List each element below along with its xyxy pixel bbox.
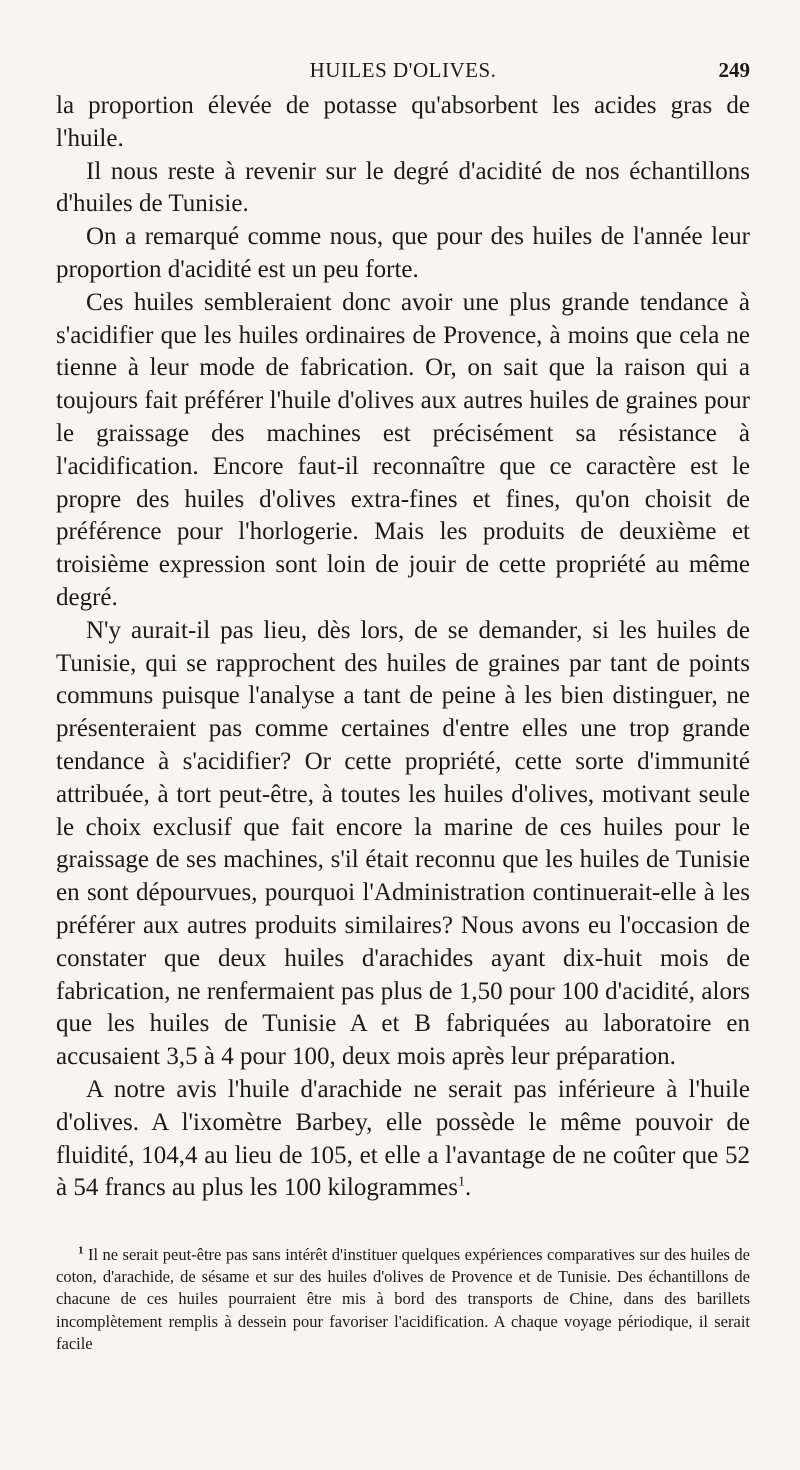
page-header [56, 58, 750, 86]
footnote-reference: 1 [458, 1174, 465, 1190]
body-text [56, 90, 750, 1205]
paragraph-text: A notre avis l'huile d'arachide ne serait pas inférieure à l'huile d'olives. A l'ixomètre Barbey, elle possède le même pouvoir de fluidité, 104,4 au lieu de 105, et elle a l'avantage de ne coûter que 52 à 54 francs au plus les 100 kilogrammes [56, 1075, 750, 1202]
running-title: HUILES D'OLIVES. [309, 58, 497, 82]
page-number: 249 [718, 58, 750, 82]
paragraph: Il nous reste à revenir sur le degré d'acidité de nos échantillons d'huiles de Tunisie. [56, 157, 750, 218]
paragraph-last: A notre avis l'huile d'arachide ne serait pas inférieure à l'huile d'olives. A l'ixomètre Barbey, elle possède le même pouvoir de fluidité, 104,4 au lieu de 105, et elle a l'avantage de ne coûter que 52 à 54 francs au plus les 100 kilogrammes$^1$. [56, 1075, 750, 1202]
paragraph: la proportion élevée de potasse qu'absorbent les acides gras de l'huile. [56, 92, 750, 152]
paragraph: N'y aurait-il pas lieu, dès lors, de se demander, si les huiles de Tunisie, qui se rapprochent des huiles de graines par tant de points communs puisque l'analyse a tant de peine à les bien distinguer, ne présenteraient pas comme certaines d'entre elles une trop grande tendance à s'acidifier? Or cette propriété, cette sorte d'immunité attribuée, à tort peut-être, à toutes les huiles d'olives, motivant seule le choix exclusif que fait encore la marine de ces huiles pour le graissage de ses machines, s'il était reconnu que les huiles de Tunisie en sont dépourvues, pourquoi l'Administration continuerait-elle à les préférer aux autres produits similaires? Nous avons eu l'occasion de constater que deux huiles d'arachides ayant dix-huit mois de fabrication, ne renfermaient pas plus de 1,50 pour 100 d'acidité, alors que les huiles de Tunisie A et B fabriquées au laboratoire en accusaient 3,5 à 4 pour 100, deux mois après leur préparation. [56, 616, 750, 1071]
paragraph: On a remarqué comme nous, que pour des huiles de l'année leur proportion d'acidité est un peu forte. [56, 223, 750, 283]
paragraph: Ces huiles sembleraient donc avoir une plus grande tendance à s'acidifier que les huiles ordinaires de Provence, à moins que cela ne tienne à leur mode de fabrication. Or, on sait que la raison qui a toujours fait préférer l'huile d'olives aux autres huiles de graines pour le graissage des machines est précisément sa résistance à l'acidification. Encore faut-il reconnaître que ce caractère est le propre des huiles d'olives extra-fines et fines, qu'on choisit de préférence pour l'horlogerie. Mais les produits de deuxième et troisième expression sont loin de jouir de cette propriété au même degré. [56, 288, 750, 611]
footnote-number: 1 [78, 1244, 84, 1257]
footnote [56, 1244, 750, 1355]
footnote-paragraph [56, 1244, 750, 1355]
footnote-text: Il ne serait peut-être pas sans intérêt d'instituer quelques expériences comparatives sur des huiles de coton, d'arachide, de sésame et sur des huiles d'olives de Provence et de Tunisie. Des échantillons de chacune de ces huiles pourraient être mis à bord des transports de Chine, dans des barillets incomplètement remplis à dessein pour favoriser l'acidification. A chaque voyage périodique, il serait facile [56, 1245, 750, 1353]
